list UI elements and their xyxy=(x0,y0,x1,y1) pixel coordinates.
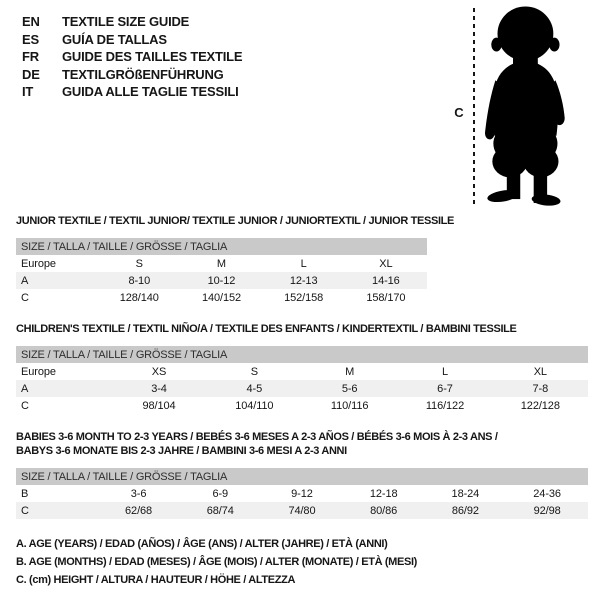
table-title-line: BABYS 3-6 MONATE BIS 2-3 JAHRE / BAMBINI 3-6 MESI A 2-3 ANNI xyxy=(16,445,347,457)
size-cell: 158/170 xyxy=(366,291,406,304)
language-code: DE xyxy=(22,66,40,82)
size-cell: 14-16 xyxy=(372,274,400,287)
size-cell: 8-10 xyxy=(128,274,151,287)
size-cell: 10-12 xyxy=(207,274,236,287)
table-title-line: BABIES 3-6 MONTH TO 2-3 YEARS / BEBÉS 3-6 MESES A 2-3 AÑOS / BÉBÉS 3-6 MOIS À 2-3 ANS / xyxy=(16,431,498,443)
size-cell: 62/68 xyxy=(125,504,153,517)
table-row xyxy=(16,289,427,306)
row-label: A xyxy=(21,382,29,395)
size-cell: XL xyxy=(379,257,393,270)
size-cell: M xyxy=(345,365,355,378)
size-cell: 18-24 xyxy=(451,487,480,500)
table-row xyxy=(16,255,427,272)
size-cell: 104/110 xyxy=(235,399,274,412)
size-cell: 152/158 xyxy=(284,291,324,304)
row-label: C xyxy=(21,504,29,517)
size-cell: 6-7 xyxy=(437,382,453,395)
language-code: ES xyxy=(22,31,39,47)
size-cell: L xyxy=(441,365,448,378)
size-cell: 74/80 xyxy=(288,504,316,517)
size-cell: M xyxy=(216,257,226,270)
size-header-row xyxy=(16,346,588,363)
size-guide-content xyxy=(16,214,588,589)
size-cell: 110/116 xyxy=(330,399,369,412)
table-row xyxy=(16,363,588,380)
size-cell: 7-8 xyxy=(532,382,549,395)
size-header-row xyxy=(16,468,588,485)
legend-line: A. AGE (YEARS) / EDAD (AÑOS) / ÂGE (ANS) / ALTER (JAHRE) / ETÀ (ANNI) xyxy=(16,538,388,550)
size-cell: 3-6 xyxy=(130,487,147,500)
row-label: C xyxy=(21,291,29,304)
height-measure-dashed-line xyxy=(473,8,475,206)
size-cell: 116/122 xyxy=(425,399,465,412)
size-table xyxy=(16,468,588,519)
size-cell: 80/86 xyxy=(370,504,398,517)
table-title-line: JUNIOR TEXTILE / TEXTIL JUNIOR/ TEXTILE JUNIOR / JUNIORTEXTIL / JUNIOR TESSILE xyxy=(16,215,455,227)
size-cell: XS xyxy=(151,365,167,378)
language-header xyxy=(22,13,242,101)
table-row xyxy=(16,380,588,397)
size-cell: 9-12 xyxy=(291,487,313,500)
size-cell: 128/140 xyxy=(119,291,159,304)
height-measure-label: C xyxy=(454,105,464,120)
size-header-bar: SIZE / TALLA / TAILLE / GRÖSSE / TAGLIA xyxy=(16,238,427,255)
size-cell: 4-5 xyxy=(246,382,263,395)
size-cell: 3-4 xyxy=(151,382,167,395)
size-cell: 12-18 xyxy=(369,487,398,500)
language-code: EN xyxy=(22,14,40,29)
size-cell: S xyxy=(135,257,143,270)
table-title xyxy=(16,322,588,336)
table-row xyxy=(16,397,588,414)
legend xyxy=(16,535,588,589)
language-title: TEXTILGRÖßENFÜHRUNG xyxy=(62,66,224,82)
size-cell: 122/128 xyxy=(520,399,560,412)
size-table-section xyxy=(16,430,588,519)
size-header-bar: SIZE / TALLA / TAILLE / GRÖSSE / TAGLIA xyxy=(16,468,588,485)
language-code: FR xyxy=(22,49,39,65)
language-title: GUIDE DES TAILLES TEXTILE xyxy=(62,49,243,65)
table-row xyxy=(16,485,588,502)
table-row xyxy=(16,502,588,519)
size-cell: L xyxy=(300,257,307,270)
baby-silhouette-icon xyxy=(482,5,574,206)
row-label: A xyxy=(21,274,29,287)
table-row xyxy=(16,272,427,289)
language-title: GUIDA ALLE TAGLIE TESSILI xyxy=(62,84,239,100)
table-title xyxy=(16,430,588,458)
row-label: B xyxy=(21,487,29,500)
language-title: GUÍA DE TALLAS xyxy=(62,31,167,47)
size-table xyxy=(16,346,588,414)
size-header-bar: SIZE / TALLA / TAILLE / GRÖSSE / TAGLIA xyxy=(16,346,588,363)
size-table xyxy=(16,238,427,306)
size-cell: XL xyxy=(533,365,547,378)
legend-line: B. AGE (MONTHS) / EDAD (MESES) / ÂGE (MOIS) / ALTER (MONATE) / ETÀ (MESI) xyxy=(16,556,417,568)
size-header-row xyxy=(16,238,427,255)
size-cell: 6-9 xyxy=(212,487,229,500)
size-cell: S xyxy=(250,365,258,378)
size-table-section xyxy=(16,322,588,414)
size-cell: 12-13 xyxy=(289,274,318,287)
language-code: IT xyxy=(22,84,34,100)
size-cell: 24-36 xyxy=(533,487,561,500)
size-cell: 92/98 xyxy=(533,504,561,517)
table-title xyxy=(16,214,588,228)
size-cell: 140/152 xyxy=(201,291,241,304)
row-label: Europe xyxy=(21,365,56,378)
size-cell: 68/74 xyxy=(206,504,234,517)
language-title: TEXTILE SIZE GUIDE xyxy=(62,14,190,29)
row-label: C xyxy=(21,399,29,412)
size-table-section xyxy=(16,214,588,306)
row-label: Europe xyxy=(21,257,56,270)
tables-area xyxy=(16,214,588,519)
size-cell: 86/92 xyxy=(451,504,479,517)
size-cell: 98/104 xyxy=(142,399,176,412)
table-title-line: CHILDREN'S TEXTILE / TEXTIL NIÑO/A / TEXTILE DES ENFANTS / KINDERTEXTIL / BAMBINI TESSILE xyxy=(16,323,517,335)
size-cell: 5-6 xyxy=(341,382,358,395)
legend-line: C. (cm) HEIGHT / ALTURA / HAUTEUR / HÖHE / ALTEZZA xyxy=(16,574,296,586)
